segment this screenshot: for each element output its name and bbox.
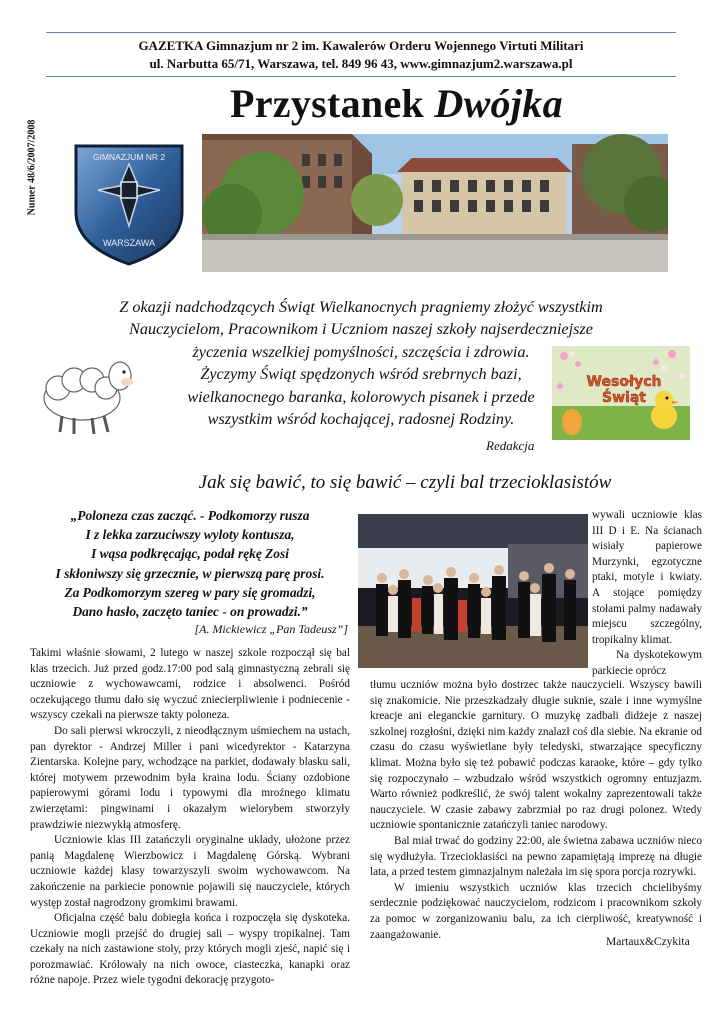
article-paragraph: Do sali pierwsi wkroczyli, z nieodłącznym uśmiechem na ustach, pan dyrektor - Andrzej Miller i pani wicedyrektor - Katarzyna Zientarska. Kolejne pary, wchodzące na parkiet, dodawały blasku sali, której motywem przewodnim była kraina lodu. Ściany ozdobione papierowymi górami lodu i typowymi dla mroźnego klimatu zwierzętami: pingwinami i okazałym wielorybem stworzyły prawdziwie niezwykłą atmosferę. bbox=[30, 724, 350, 831]
article-paragraph: Oficjalna część balu dobiegła końca i rozpoczęła się dyskoteka. Uczniowie mogli przejść do drugiej sali – wyspy tropikalnej. Tam czekały na nich zastawione stoły, przy których mogli zjeść, napić się i porozmawiać. Królowały na nich owoce, ciasteczka, kanapki oraz różne napoje. Przez wiele tygodni dekorację przygoto- bbox=[30, 912, 350, 987]
article-signature: Martaux&Czykita bbox=[606, 936, 690, 948]
greeting-text: Z okazji nadchodzących Świąt Wielkanocnych pragniemy złożyć wszystkim Nauczycielom, Pracownikom i Uczniom naszej szkoły najserdeczniejsze życzenia wszelkiej pomyślności, szczęścia i zdrowia. Życzymy Świąt spędzonych wśród srebrnych bazi, wielkanocnego baranka, kolorowych pisanek i przede wszystkim wśród kochającej, radosnej Rodziny. bbox=[119, 298, 603, 429]
easter-card-image bbox=[552, 346, 690, 440]
article-paragraph: Uczniowie klas III zatańczyli oryginalne układy, ułożone przez panią Magdalenę Wierzbowicz i Magdalenę Górską. Wybrani uczniowie każdej klasy towarzyszyli swoim wychowawcom. Na zakończenie na parkiecie ponownie pojawili się nauczyciele, których występ został nagrodzony gromkimi brawami. bbox=[30, 834, 350, 909]
article-paragraph: Takimi właśnie słowami, 2 lutego w naszej szkole rozpoczął się bal klas trzecich. Już przed godz.17:00 pod salą gimnastyczną zebrali się uczniowie z wychowawcami, rodzice i absolwenci. Pośród oczekującego tłumu dało się wyczuć zniecierpliwienie i podniecenie - wszyscy czekali na pierwsze takty poloneza. bbox=[30, 647, 350, 722]
svg-text:GIMNAZJUM NR 2: GIMNAZJUM NR 2 bbox=[92, 152, 166, 162]
school-logo bbox=[66, 134, 192, 270]
article-left-column bbox=[30, 646, 350, 989]
page-title: Przystanek Dwójka bbox=[230, 81, 563, 126]
header-line-1: GAZETKA Gimnazjum nr 2 im. Kawalerów Orderu Wojennego Virtuti Militari bbox=[138, 38, 584, 53]
issue-number: Numer 48/6/2007/2008 bbox=[26, 119, 38, 216]
school-building-photo bbox=[202, 134, 668, 272]
poem-source: [A. Mickiewicz „Pan Tadeusz”] bbox=[194, 622, 348, 636]
article-narrow-column bbox=[592, 508, 702, 680]
article-poem: „Poloneza czas zacząć. - Podkomorzy rusza I z lekka zarzuciwszy wyloty kontusza, I wąsa podkręcając, podał rękę Zosi I skłoniwszy się grzecznie, w pierwszą parę prosi. Za Podkomorzym szereg w pary się gromadzi, Dano hasło, zaczęto taniec - on prowadzi.” bbox=[55, 508, 325, 620]
greeting-signature: Redakcja bbox=[486, 438, 535, 453]
article-title: Jak się bawić, to się bawić – czyli bal trzecioklasistów bbox=[198, 472, 612, 493]
article-paragraph: wywali uczniowie klas III D i E. Na ścianach wisiały papierowe Murzynki, egzotyczne ptaki, motyle i kwiaty. A stojące pomiędzy stołami palmy nadawały miejscu szczególny, tropikalny klimat. bbox=[592, 509, 702, 646]
top-rule bbox=[46, 32, 676, 33]
svg-text:Wesołych: Wesołych bbox=[586, 374, 662, 390]
article-paragraph: tłumu uczniów można było dostrzec także nauczycieli. Wszyscy bawili się znakomicie. Nie przeszkadzały długie suknie, szale i inne wymyślne kreacje ani eleganckie garnitury. O muzykę zadbali didżeje z naszej szkolnej rozgłośni, dzięki nim każdy znalazł coś dla siebie. Na ekranie od czasu do czasu wyświetlane były teledyski, stwarzające specyficzny klimat. Można było się też pobawić podczas karaoke, które – gdy tylko się rozpoczynało – wzbudzało wśród wszystkich ogromny entuzjazm. Warto również podkreślić, że swój talent wokalny zaprezentowali także nauczyciele. W czasie zabawy zabrzmiał po raz drugi polonez. Wtedy uczniowie spontanicznie zatańczyli taniec narodowy. bbox=[370, 679, 702, 832]
article-paragraph: Bal miał trwać do godziny 22:00, ale świetna zabawa uczniów nieco się wydłużyła. Trzecioklasiści na pewno zapamiętają imprezę na długie lata, a przed testem gimnazjalnym należała im się spora porcja rozrywki. bbox=[370, 834, 702, 879]
svg-text:Świąt: Świąt bbox=[602, 390, 646, 406]
svg-text:WARSZAWA: WARSZAWA bbox=[103, 238, 155, 248]
ball-photo bbox=[358, 514, 588, 668]
header-line-2: ul. Narbutta 65/71, Warszawa, tel. 849 96 43, www.gimnazjum2.warszawa.pl bbox=[149, 56, 573, 71]
article-paragraph: W imieniu wszystkich uczniów klas trzecich chcielibyśmy serdecznie podziękować nauczycielom, rodzicom i pracownikom szkoły za pomoc w zorganizowaniu balu, za ich cierpliwość, kreatywność i zaangażowanie. bbox=[370, 881, 702, 941]
article-right-column bbox=[370, 678, 702, 943]
header-rule bbox=[46, 76, 676, 77]
article-paragraph: Na dyskotekowym parkiecie oprócz bbox=[592, 649, 702, 677]
